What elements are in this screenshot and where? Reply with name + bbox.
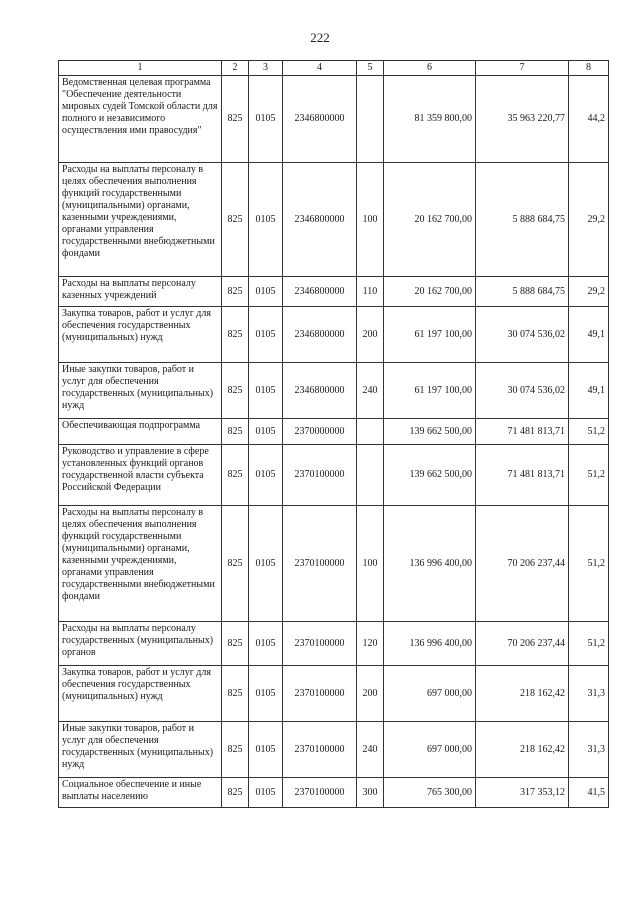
row-name: Расходы на выплаты персоналу государственных (муниципальных) органов bbox=[59, 622, 222, 666]
cell-code-5: 110 bbox=[357, 277, 384, 307]
cell-code-3: 0105 bbox=[249, 778, 283, 808]
cell-code-4: 2370100000 bbox=[283, 722, 357, 778]
cell-code-2: 825 bbox=[222, 622, 249, 666]
row-name: Расходы на выплаты персоналу казенных учреждений bbox=[59, 277, 222, 307]
cell-actual: 5 888 684,75 bbox=[476, 277, 569, 307]
cell-code-2: 825 bbox=[222, 778, 249, 808]
row-name: Закупка товаров, работ и услуг для обеспечения государственных (муниципальных) нужд bbox=[59, 666, 222, 722]
cell-code-4: 2346800000 bbox=[283, 163, 357, 277]
cell-actual: 71 481 813,71 bbox=[476, 445, 569, 506]
cell-actual: 317 353,12 bbox=[476, 778, 569, 808]
cell-code-3: 0105 bbox=[249, 307, 283, 363]
cell-percent: 31,3 bbox=[569, 666, 609, 722]
page-number: 222 bbox=[310, 30, 330, 45]
cell-code-2: 825 bbox=[222, 277, 249, 307]
cell-code-4: 2370100000 bbox=[283, 506, 357, 622]
cell-code-3: 0105 bbox=[249, 76, 283, 163]
cell-plan: 136 996 400,00 bbox=[384, 622, 476, 666]
cell-plan: 20 162 700,00 bbox=[384, 163, 476, 277]
row-name: Иные закупки товаров, работ и услуг для обеспечения государственных (муниципальных) нужд bbox=[59, 363, 222, 419]
table-row bbox=[59, 506, 609, 622]
row-name: Ведомственная целевая программа "Обеспечение деятельности мировых судей Томской области для полного и независимого осуществления ими правосудия" bbox=[59, 76, 222, 163]
cell-plan: 61 197 100,00 bbox=[384, 307, 476, 363]
row-name: Социальное обеспечение и иные выплаты населению bbox=[59, 778, 222, 808]
cell-code-4: 2346800000 bbox=[283, 363, 357, 419]
cell-code-4: 2370100000 bbox=[283, 666, 357, 722]
cell-code-4: 2346800000 bbox=[283, 307, 357, 363]
cell-actual: 5 888 684,75 bbox=[476, 163, 569, 277]
column-header: 6 bbox=[384, 61, 476, 76]
cell-plan: 136 996 400,00 bbox=[384, 506, 476, 622]
cell-code-3: 0105 bbox=[249, 666, 283, 722]
cell-percent: 49,1 bbox=[569, 363, 609, 419]
cell-plan: 61 197 100,00 bbox=[384, 363, 476, 419]
table-row bbox=[59, 419, 609, 445]
cell-percent: 49,1 bbox=[569, 307, 609, 363]
cell-code-4: 2370000000 bbox=[283, 419, 357, 445]
cell-code-2: 825 bbox=[222, 722, 249, 778]
column-header: 8 bbox=[569, 61, 609, 76]
cell-code-5: 300 bbox=[357, 778, 384, 808]
cell-code-4: 2346800000 bbox=[283, 76, 357, 163]
row-name: Руководство и управление в сфере установленных функций органов государственной власти субъекта Российской Федерации bbox=[59, 445, 222, 506]
cell-code-2: 825 bbox=[222, 307, 249, 363]
table-row bbox=[59, 76, 609, 163]
table-row bbox=[59, 666, 609, 722]
column-header: 3 bbox=[249, 61, 283, 76]
cell-code-5 bbox=[357, 76, 384, 163]
table-row bbox=[59, 363, 609, 419]
cell-code-5: 100 bbox=[357, 163, 384, 277]
table-row bbox=[59, 445, 609, 506]
cell-actual: 218 162,42 bbox=[476, 666, 569, 722]
cell-percent: 31,3 bbox=[569, 722, 609, 778]
cell-percent: 29,2 bbox=[569, 163, 609, 277]
cell-plan: 81 359 800,00 bbox=[384, 76, 476, 163]
cell-plan: 20 162 700,00 bbox=[384, 277, 476, 307]
cell-plan: 139 662 500,00 bbox=[384, 445, 476, 506]
cell-code-3: 0105 bbox=[249, 363, 283, 419]
table-row bbox=[59, 722, 609, 778]
cell-code-3: 0105 bbox=[249, 419, 283, 445]
cell-actual: 70 206 237,44 bbox=[476, 622, 569, 666]
cell-actual: 71 481 813,71 bbox=[476, 419, 569, 445]
table-row bbox=[59, 622, 609, 666]
cell-actual: 218 162,42 bbox=[476, 722, 569, 778]
cell-percent: 29,2 bbox=[569, 277, 609, 307]
cell-percent: 51,2 bbox=[569, 622, 609, 666]
cell-plan: 139 662 500,00 bbox=[384, 419, 476, 445]
cell-actual: 70 206 237,44 bbox=[476, 506, 569, 622]
cell-code-2: 825 bbox=[222, 506, 249, 622]
table-header-row bbox=[59, 61, 609, 76]
column-header: 2 bbox=[222, 61, 249, 76]
row-name: Расходы на выплаты персоналу в целях обеспечения выполнения функций государственными (муниципальными) органами, казенными учреждениями, органами управления государственными внебюджетными фондами bbox=[59, 506, 222, 622]
cell-code-2: 825 bbox=[222, 419, 249, 445]
cell-code-3: 0105 bbox=[249, 622, 283, 666]
table-row bbox=[59, 307, 609, 363]
row-name: Обеспечивающая подпрограмма bbox=[59, 419, 222, 445]
budget-table bbox=[58, 60, 609, 808]
row-name: Иные закупки товаров, работ и услуг для обеспечения государственных (муниципальных) нужд bbox=[59, 722, 222, 778]
row-name: Расходы на выплаты персоналу в целях обеспечения выполнения функций государственными (муниципальными) органами, казенными учреждениями, органами управления государственными внебюджетными фондами bbox=[59, 163, 222, 277]
cell-code-4: 2370100000 bbox=[283, 445, 357, 506]
cell-code-5: 200 bbox=[357, 666, 384, 722]
column-header: 7 bbox=[476, 61, 569, 76]
cell-percent: 51,2 bbox=[569, 506, 609, 622]
cell-actual: 30 074 536,02 bbox=[476, 307, 569, 363]
cell-percent: 41,5 bbox=[569, 778, 609, 808]
cell-code-5: 240 bbox=[357, 363, 384, 419]
cell-percent: 51,2 bbox=[569, 445, 609, 506]
cell-code-4: 2346800000 bbox=[283, 277, 357, 307]
cell-code-3: 0105 bbox=[249, 506, 283, 622]
cell-plan: 697 000,00 bbox=[384, 722, 476, 778]
cell-code-5 bbox=[357, 445, 384, 506]
cell-code-5: 100 bbox=[357, 506, 384, 622]
cell-code-2: 825 bbox=[222, 163, 249, 277]
cell-actual: 35 963 220,77 bbox=[476, 76, 569, 163]
cell-code-4: 2370100000 bbox=[283, 778, 357, 808]
table-row bbox=[59, 163, 609, 277]
cell-plan: 697 000,00 bbox=[384, 666, 476, 722]
cell-code-4: 2370100000 bbox=[283, 622, 357, 666]
cell-plan: 765 300,00 bbox=[384, 778, 476, 808]
cell-code-3: 0105 bbox=[249, 722, 283, 778]
cell-code-3: 0105 bbox=[249, 163, 283, 277]
column-header: 1 bbox=[59, 61, 222, 76]
column-header: 4 bbox=[283, 61, 357, 76]
cell-actual: 30 074 536,02 bbox=[476, 363, 569, 419]
cell-code-2: 825 bbox=[222, 363, 249, 419]
cell-percent: 44,2 bbox=[569, 76, 609, 163]
cell-code-2: 825 bbox=[222, 76, 249, 163]
cell-percent: 51,2 bbox=[569, 419, 609, 445]
table-row bbox=[59, 277, 609, 307]
cell-code-2: 825 bbox=[222, 666, 249, 722]
cell-code-3: 0105 bbox=[249, 277, 283, 307]
table-row bbox=[59, 778, 609, 808]
cell-code-3: 0105 bbox=[249, 445, 283, 506]
row-name: Закупка товаров, работ и услуг для обеспечения государственных (муниципальных) нужд bbox=[59, 307, 222, 363]
cell-code-2: 825 bbox=[222, 445, 249, 506]
cell-code-5: 240 bbox=[357, 722, 384, 778]
cell-code-5: 200 bbox=[357, 307, 384, 363]
cell-code-5 bbox=[357, 419, 384, 445]
column-header: 5 bbox=[357, 61, 384, 76]
cell-code-5: 120 bbox=[357, 622, 384, 666]
